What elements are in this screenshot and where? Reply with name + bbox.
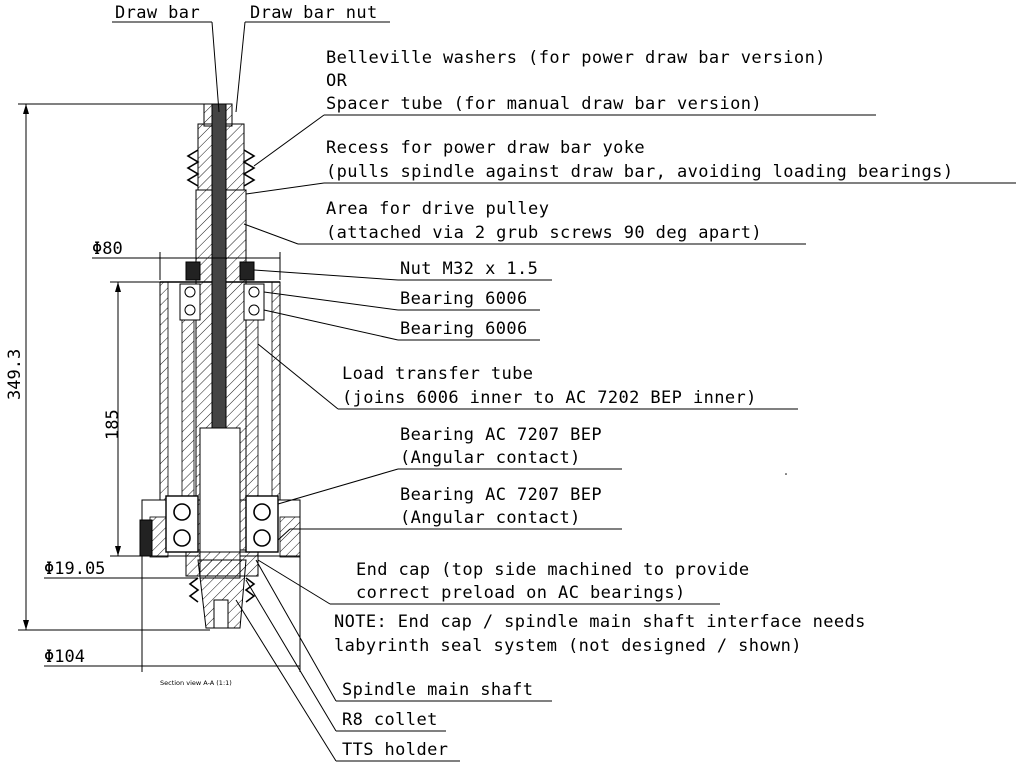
label-belleville-1: Belleville washers (for power draw bar version)	[326, 48, 826, 68]
dimension-housing-length	[103, 282, 160, 556]
overall-length-text: 349.3	[5, 348, 25, 400]
draw-bar	[212, 104, 226, 464]
label-bearing-a: Bearing 6006	[400, 289, 528, 309]
callout-bearing-6006-a	[264, 289, 540, 310]
callout-end-cap	[258, 560, 750, 604]
dia-80-text: Φ80	[92, 239, 123, 259]
label-nut: Nut M32 x 1.5	[400, 259, 539, 279]
label-end-cap-2: correct preload on AC bearings)	[356, 583, 686, 603]
callout-nut	[254, 259, 552, 280]
stray-dot	[785, 473, 787, 475]
label-end-cap-1: End cap (top side machined to provide	[356, 560, 750, 580]
callout-draw-bar	[112, 3, 219, 112]
label-draw-bar: Draw bar	[115, 3, 201, 23]
label-recess-1: Recess for power draw bar yoke	[326, 138, 646, 158]
spindle-assembly	[140, 104, 300, 628]
label-ac-bearing-a-2: (Angular contact)	[400, 448, 581, 468]
label-ac-bearing-b-2: (Angular contact)	[400, 508, 581, 528]
label-belleville-or: OR	[326, 71, 348, 91]
label-bearing-b: Bearing 6006	[400, 319, 528, 339]
callout-recess	[246, 138, 1016, 194]
section-caption: Section view A-A (1:1)	[160, 679, 232, 687]
callout-pulley	[244, 199, 806, 244]
label-ac-bearing-a-1: Bearing AC 7207 BEP	[400, 425, 603, 445]
housing-length-text: 185	[103, 409, 123, 440]
label-draw-bar-nut: Draw bar nut	[250, 3, 378, 23]
label-load-tube-1: Load transfer tube	[342, 364, 534, 384]
note-block	[334, 612, 866, 656]
label-main-shaft: Spindle main shaft	[342, 680, 534, 700]
end-cap	[186, 552, 258, 576]
label-collet: R8 collet	[342, 710, 438, 730]
label-note-1: NOTE: End cap / spindle main shaft interface needs	[334, 612, 866, 632]
label-note-2: labyrinth seal system (not designed / shown)	[334, 636, 802, 656]
dia-19-text: Φ19.05	[44, 559, 106, 579]
label-pulley-1: Area for drive pulley	[326, 199, 550, 219]
label-load-tube-2: (joins 6006 inner to AC 7202 BEP inner)	[342, 388, 757, 408]
dimension-dia-19	[44, 559, 198, 579]
callout-load-tube	[258, 344, 798, 409]
callout-bearing-6006-b	[264, 310, 540, 340]
dia-104-text: Φ104	[44, 647, 85, 667]
label-pulley-2: (attached via 2 grub screws 90 deg apart)	[326, 223, 763, 243]
label-tts: TTS holder	[342, 740, 449, 760]
label-ac-bearing-b-1: Bearing AC 7207 BEP	[400, 485, 603, 505]
label-belleville-2: Spacer tube (for manual draw bar version)	[326, 94, 763, 114]
callout-ac-bearing-b	[278, 485, 622, 540]
label-recess-2: (pulls spindle against draw bar, avoiding loading bearings)	[326, 162, 954, 182]
